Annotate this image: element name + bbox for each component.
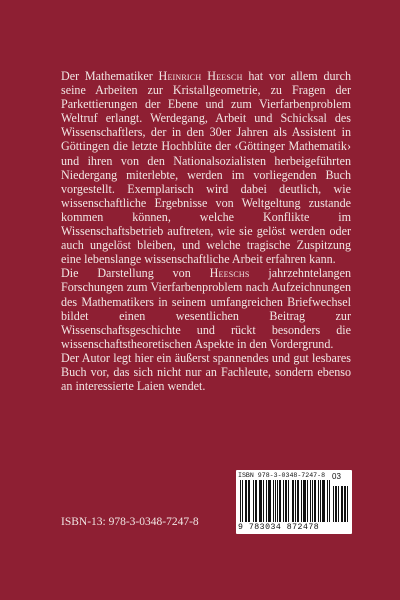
barcode-bar [242,480,243,522]
blurb-p2-lead: Die Darstellung von [61,266,210,281]
barcode-bar [277,480,278,522]
barcode-bar [314,480,315,522]
barcode-isbn-text: ISBN 978-3-0348-7247-8 [238,472,326,479]
barcode-bar [295,480,296,522]
barcode-bar [279,480,280,522]
barcode-addon-digits: 03 [332,472,341,481]
barcode-bar [263,480,264,522]
blurb-paragraph-3: Der Autor legt hier ein äußerst spannendes und gut lesbares Buch vor, das sich nicht nur an Fachleute, sondern ebenso an interessierte Laien wendet. [61,350,351,394]
barcode-addon-bar [341,486,342,522]
barcode-bar [312,480,313,522]
barcode-bar [318,480,319,522]
blurb-paragraph-2 [61,266,351,351]
barcode-addon-bar [335,486,336,522]
barcode-bar [298,480,299,522]
blurb-p1-body: hat vor allem durch seine Arbeiten zur Kristallgeometrie, zu Fragen der Parkettierungen der Ebene und zum Vierfarbenproblem Weltruf erlangt. Werdegang, Arbeit und Schicksal des Wissenschaftlers, der in den 30er Jahren als Assistent in Göttingen die letzte Hochblüte der ‹Göttinger Mathematik› und ihren von den Nationalsozialisten herbeigeführten Niedergang miterlebte, werden im vorliegenden Buch vorgestellt. Exemplarisch wird dabei deutlich, wie wissenschaftliche Ergebnisse von Weltgeltung zustande kommen können, welche Konflikte im Wissenschaftsbetrieb auftreten, wie sie gelöst werden oder auch ungelöst bleiben, und welche tragische Zuspitzung eine lebenslange wissenschaftliche Arbeit erfahren kann. [61,69,351,267]
barcode-bar [240,480,241,522]
barcode-bar [292,480,293,522]
barcode-bar [256,480,257,522]
barcode-bar [269,480,270,522]
barcode-bar [283,480,284,522]
barcode-bar [288,480,289,522]
barcode-bar [324,480,325,522]
blurb-p2-body: jahrzehntelangen Forschungen zum Vierfarbenproblem nach Aufzeichnungen des Mathematikers in seinem umfangreichen Briefwechsel bildet einen wesentlichen Beitrag zur Wissenschaftsgeschichte und rückt besonders die wissenschaftstheoretischen Aspekte in den Vordergrund. [61,266,351,351]
barcode-bar [245,480,246,522]
barcode-bar [293,480,294,522]
barcode-bar [261,480,262,522]
author-name-genitive: Heeschs [209,266,250,281]
barcode-bar [320,480,321,522]
barcode-bar [248,480,249,522]
author-name: Heinrich Heesch [158,69,243,83]
barcode-bar [268,480,269,522]
barcode-bar [307,480,308,522]
barcode-bar [303,480,304,522]
barcode-bar [249,480,250,522]
barcode-bar [305,480,306,522]
blurb-text [61,69,351,393]
barcode-bar [301,480,302,522]
barcode-bar [304,480,305,522]
barcode-bar [280,480,281,522]
barcode-bar [255,480,256,522]
barcode-bar [322,480,323,522]
barcode-bar [315,480,316,522]
barcode-bar [310,480,311,522]
barcode-bar [297,480,298,522]
barcode-addon-bar [338,486,339,522]
barcode-bar [259,480,260,522]
barcode-addon-bar [336,486,337,522]
barcode-bars [240,480,348,523]
barcode-bar [273,480,274,522]
barcode-addon-bar [344,486,345,522]
barcode-bar [270,480,271,522]
barcode-addon-bar [333,486,334,522]
blurb-paragraph-1 [61,69,351,266]
barcode-bar [246,480,247,522]
barcode-bar [327,480,328,522]
isbn-label: ISBN-13: 978-3-0348-7247-8 [61,516,199,528]
barcode-bar [266,480,267,522]
barcode-bar [329,480,330,522]
barcode-bar [275,480,276,522]
barcode-addon-bar [347,486,348,522]
barcode-addon-bar [345,486,346,522]
barcode-bar [286,480,287,522]
barcode-digits: 9 783034 872478 [238,523,320,532]
barcode-bar [253,480,254,522]
barcode [236,470,352,534]
barcode-bar [285,480,286,522]
barcode-bar [260,480,261,522]
barcode-addon-bar [342,486,343,522]
barcode-bar [323,480,324,522]
blurb-p1-lead: Der Mathematiker [61,69,159,83]
